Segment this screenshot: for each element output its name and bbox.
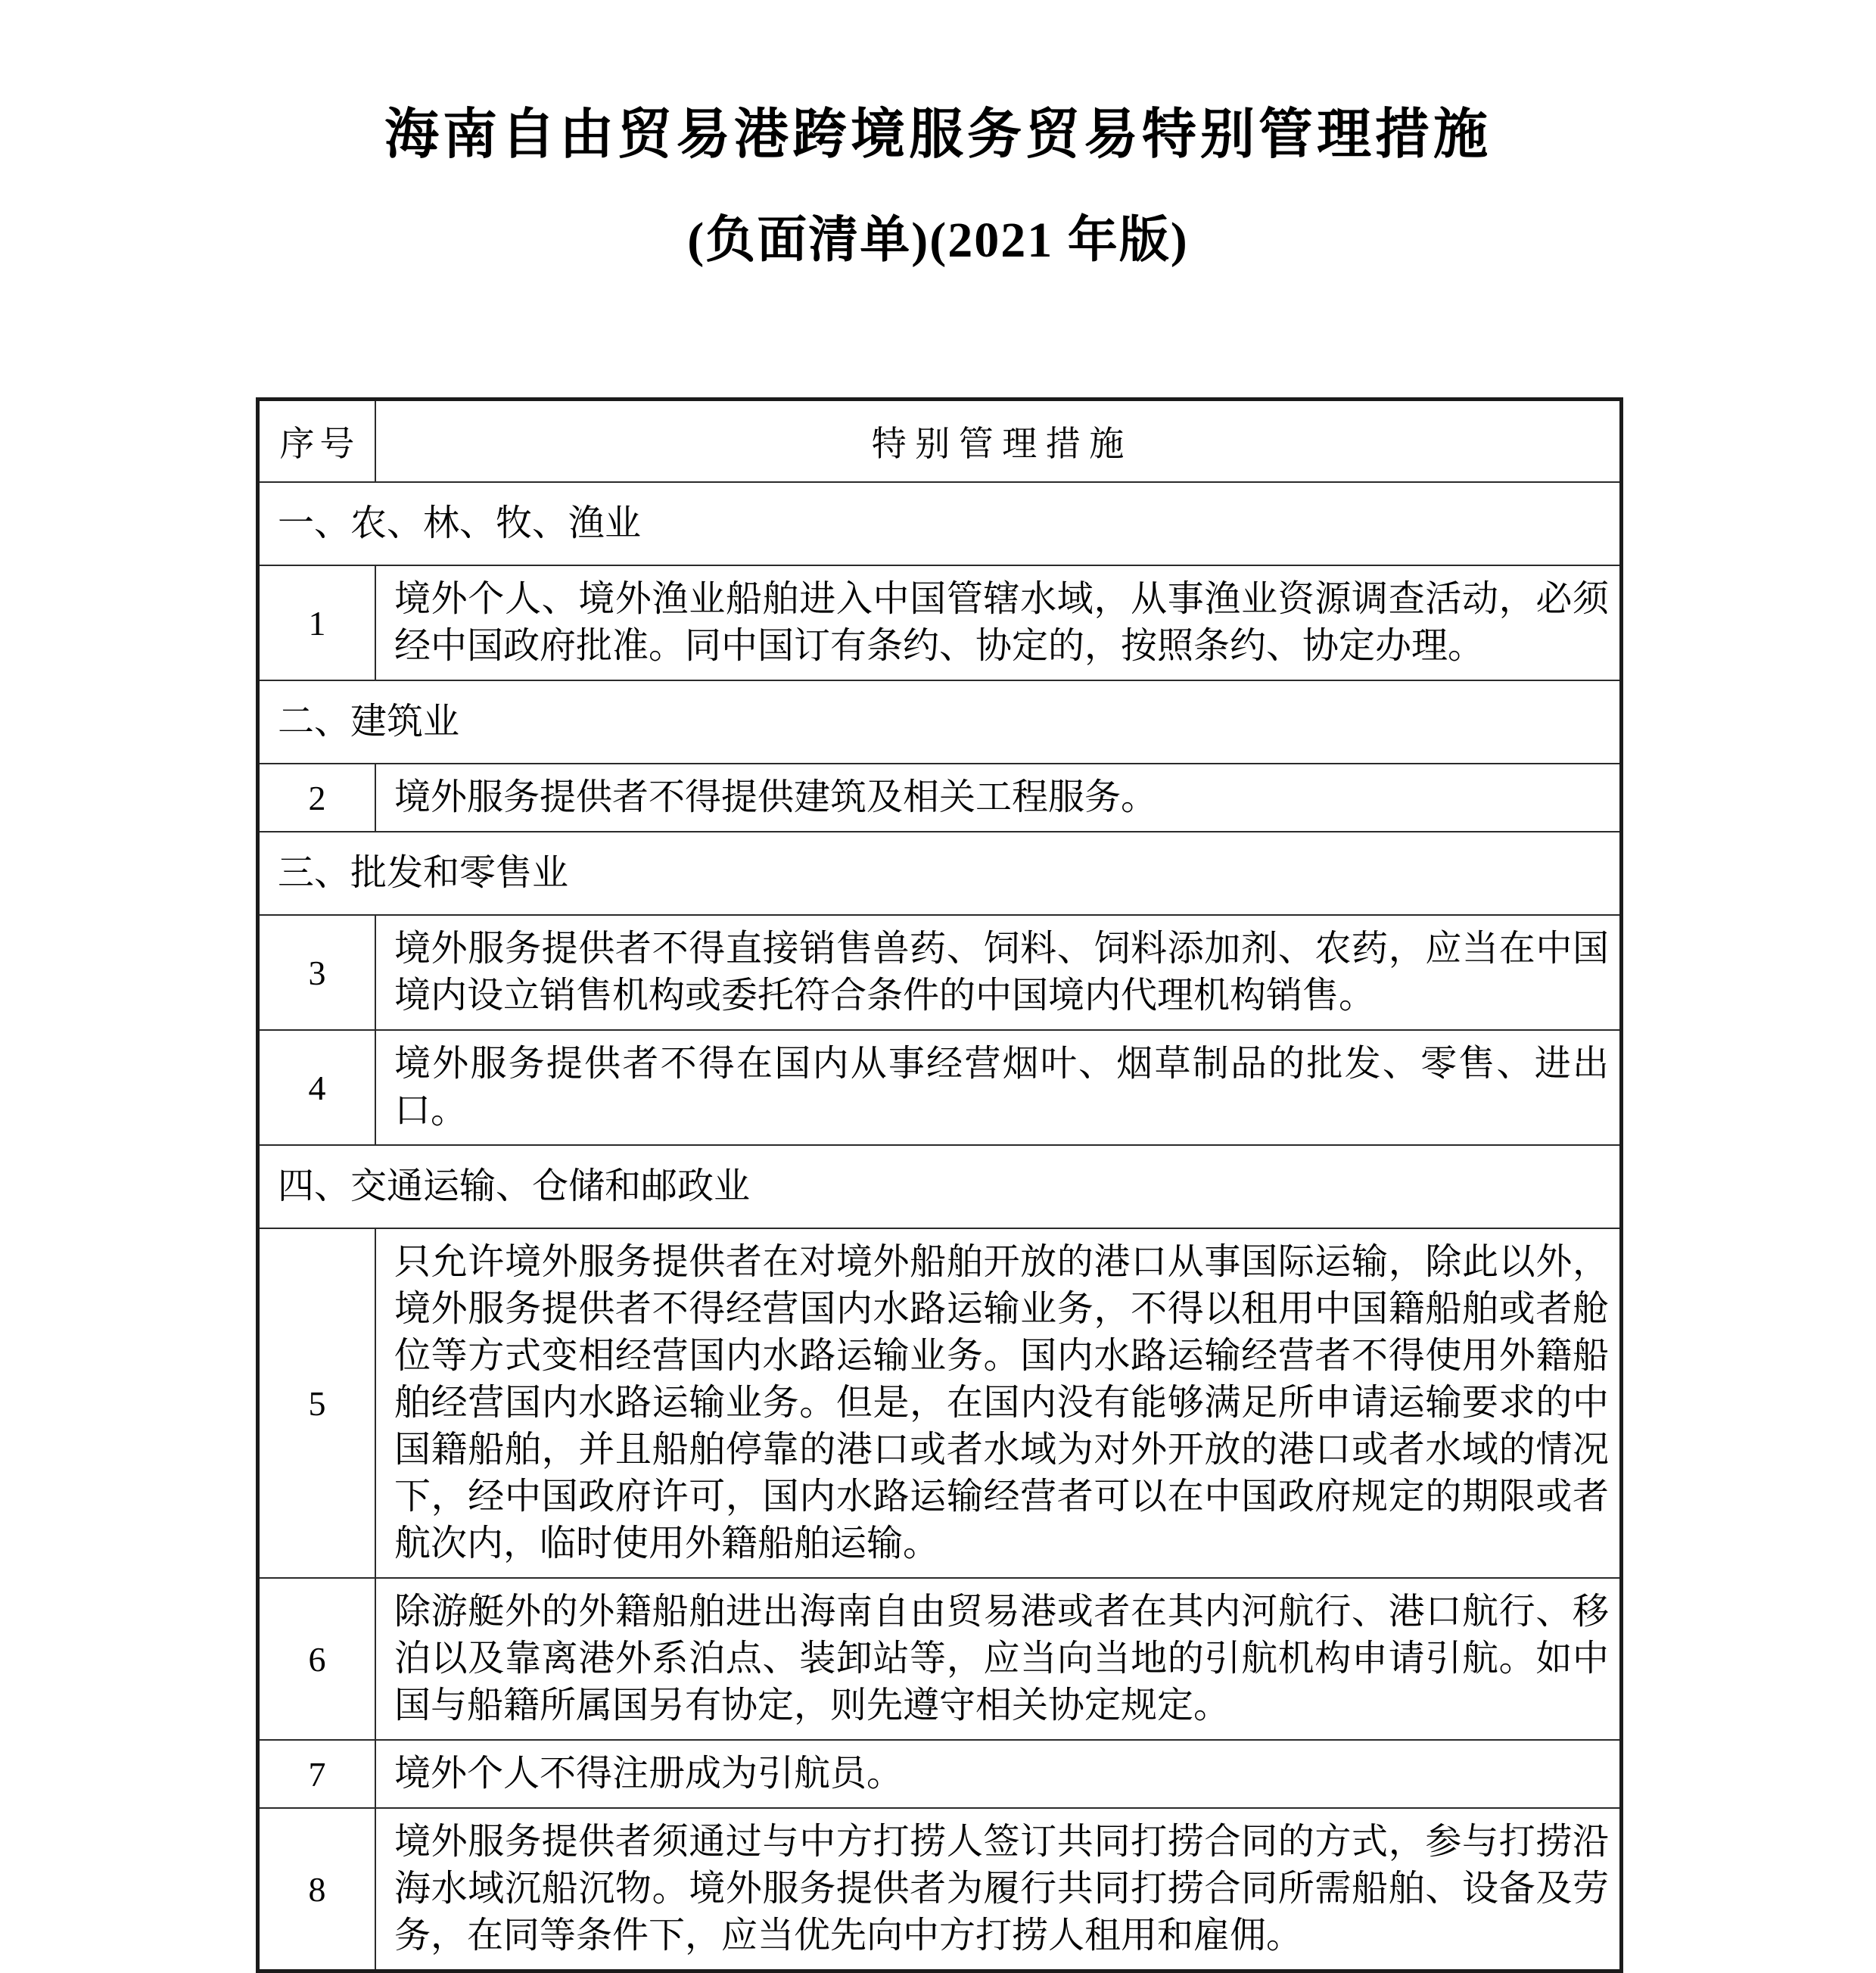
section-label: 四、交通运输、仓储和邮政业 [258, 1145, 1622, 1228]
table-row [258, 565, 1622, 680]
section-label: 二、建筑业 [258, 680, 1622, 764]
section-row [258, 482, 1622, 565]
row-number: 7 [258, 1740, 376, 1808]
section-row [258, 1145, 1622, 1228]
table-row [258, 1808, 1622, 1971]
row-number: 2 [258, 764, 376, 832]
column-header-index: 序号 [258, 400, 376, 483]
row-measure-text: 境外服务提供者须通过与中方打捞人签订共同打捞合同的方式，参与打捞沿海水域沉船沉物。境外服务提供者为履行共同打捞合同所需船舶、设备及劳务，在同等条件下，应当优先向中方打捞人租用和雇佣。 [375, 1808, 1622, 1971]
row-measure-text: 境外服务提供者不得提供建筑及相关工程服务。 [375, 764, 1622, 832]
row-measure-text: 境外个人、境外渔业船舶进入中国管辖水域，从事渔业资源调查活动，必须经中国政府批准。同中国订有条约、协定的，按照条约、协定办理。 [375, 565, 1622, 680]
table-row [258, 915, 1622, 1030]
row-number: 8 [258, 1808, 376, 1971]
section-label: 三、批发和零售业 [258, 832, 1622, 915]
row-number: 6 [258, 1578, 376, 1740]
row-measure-text: 境外服务提供者不得在国内从事经营烟叶、烟草制品的批发、零售、进出口。 [375, 1030, 1622, 1145]
row-measure-text: 只允许境外服务提供者在对境外船舶开放的港口从事国际运输，除此以外，境外服务提供者不得经营国内水路运输业务，不得以租用中国籍船舶或者舱位等方式变相经营国内水路运输业务。国内水路运输经营者不得使用外籍船舶经营国内水路运输业务。但是，在国内没有能够满足所申请运输要求的中国籍船舶，并且船舶停靠的港口或者水域为对外开放的港口或者水域的情况下，经中国政府许可，国内水路运输经营者可以在中国政府规定的期限或者航次内，临时使用外籍船舶运输。 [375, 1228, 1622, 1578]
page-subtitle: (负面清单)(2021 年版) [687, 213, 1189, 268]
section-row [258, 832, 1622, 915]
row-number: 4 [258, 1030, 376, 1145]
table-row [258, 764, 1622, 832]
measures-table [256, 397, 1623, 1973]
page-title: 海南自由贸易港跨境服务贸易特别管理措施 [384, 104, 1492, 165]
table-row [258, 1740, 1622, 1808]
row-measure-text: 境外服务提供者不得直接销售兽药、饲料、饲料添加剂、农药，应当在中国境内设立销售机构或委托符合条件的中国境内代理机构销售。 [375, 915, 1622, 1030]
table-row [258, 1228, 1622, 1578]
section-row [258, 680, 1622, 764]
table-row [258, 1030, 1622, 1145]
column-header-measures: 特别管理措施 [375, 400, 1622, 483]
row-number: 1 [258, 565, 376, 680]
row-number: 3 [258, 915, 376, 1030]
row-measure-text: 境外个人不得注册成为引航员。 [375, 1740, 1622, 1808]
table-row [258, 1578, 1622, 1740]
table-body [258, 482, 1622, 1971]
row-number: 5 [258, 1228, 376, 1578]
row-measure-text: 除游艇外的外籍船舶进出海南自由贸易港或者在其内河航行、港口航行、移泊以及靠离港外系泊点、装卸站等，应当向当地的引航机构申请引航。如中国与船籍所属国另有协定，则先遵守相关协定规定。 [375, 1578, 1622, 1740]
section-label: 一、农、林、牧、渔业 [258, 482, 1622, 565]
table-header-row [258, 400, 1622, 483]
